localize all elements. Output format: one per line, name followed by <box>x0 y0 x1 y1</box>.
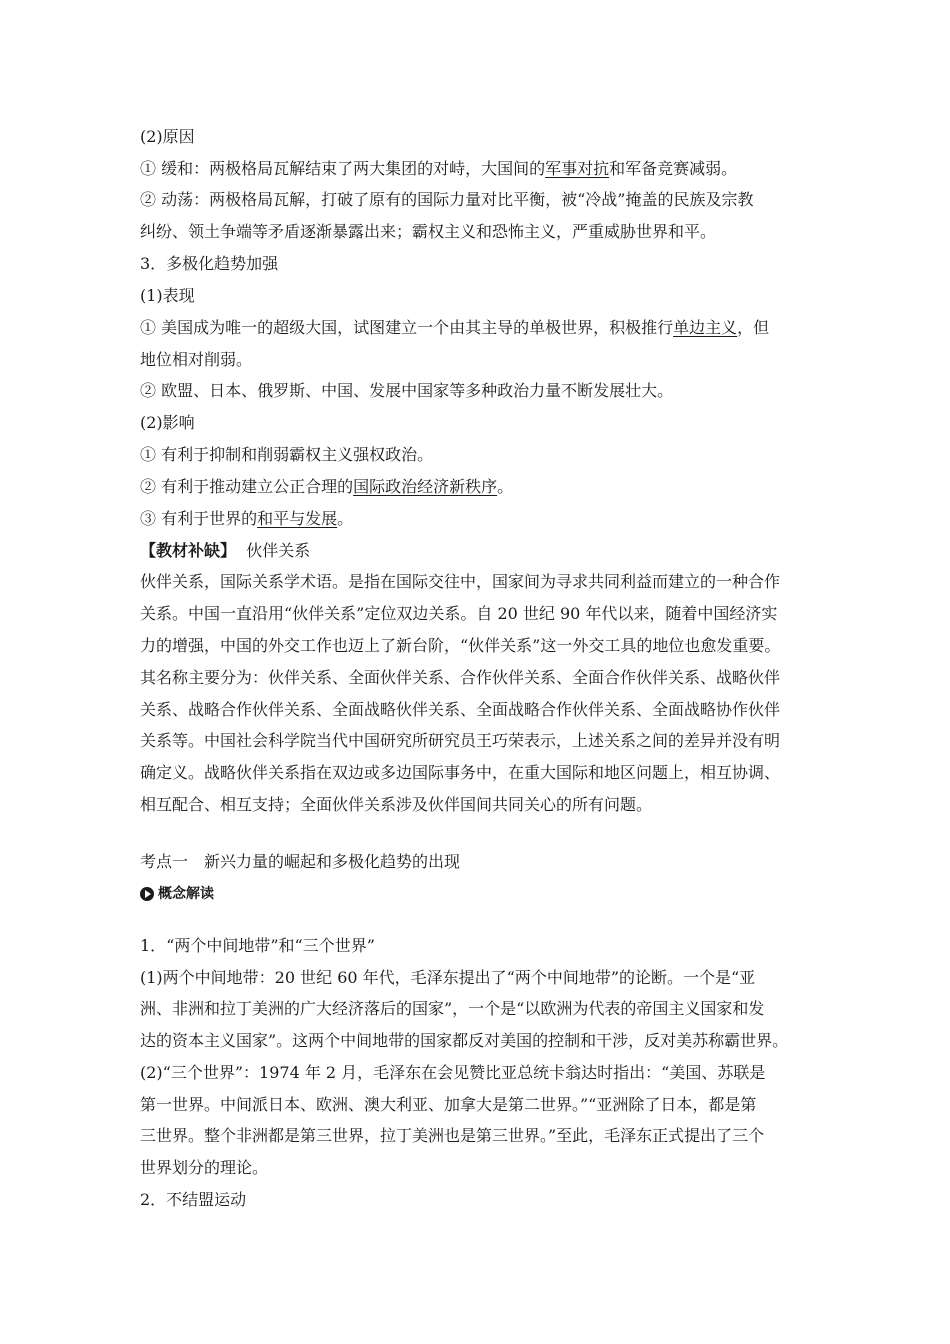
supplement-line: 关系。中国一直沿用“伙伴关系”定位双边关系。自 20 世纪 90 年代以来，随着中国经济实 <box>140 604 778 623</box>
impact-item-3: ③ 有利于世界的和平与发展。 <box>140 509 354 528</box>
supplement-line: 其名称主要分为：伙伴关系、全面伙伴关系、合作伙伴关系、全面合作伙伴关系、战略伙伴 <box>140 668 781 687</box>
body-line: 世界划分的理论。 <box>140 1158 269 1177</box>
body-line: 达的资本主义国家”。这两个中间地带的国家都反对美国的控制和干涉，反对美苏称霸世界。 <box>140 1031 789 1050</box>
underlined-term: 单边主义 <box>673 318 738 337</box>
section-heading: 2．不结盟运动 <box>140 1190 247 1209</box>
body-line: 第一世界。中间派日本、欧洲、澳大利亚、加拿大是第二世界。”“亚洲除了日本，都是第 <box>140 1095 757 1114</box>
supplement-line: 伙伴关系，国际关系学术语。是指在国际交往中，国家间为寻求共同利益而建立的一种合作 <box>140 572 781 591</box>
supplement-line: 确定义。战略伙伴关系指在双边或多边国际事务中，在重大国际和地区问题上，相互协调、 <box>140 763 781 782</box>
supplement-title: 伙伴关系 <box>246 541 311 560</box>
section-heading: 1．“两个中间地带”和“三个世界” <box>140 936 375 955</box>
body-line: 三世界。整个非洲都是第三世界，拉丁美洲也是第三世界。”至此，毛泽东正式提出了三个 <box>140 1126 765 1145</box>
impact-heading: (2)影响 <box>140 413 195 432</box>
body-line: 洲、非洲和拉丁美洲的广大经济落后的国家”，一个是“以欧洲为代表的帝国主义国家和发 <box>140 999 765 1018</box>
impact-item-2: ② 有利于推动建立公正合理的国际政治经济新秩序。 <box>140 477 514 496</box>
kaodian-title: 考点一 新兴力量的崛起和多极化趋势的出现 <box>140 852 461 871</box>
supplement-line: 相互配合、相互支持；全面伙伴关系涉及伙伴国间共同关心的所有问题。 <box>140 795 653 814</box>
supplement-tag: 【教材补缺】 <box>140 541 237 560</box>
underlined-term: 国际政治经济新秩序 <box>353 477 498 496</box>
performance-heading: (1)表现 <box>140 286 195 305</box>
cause-heading: (2)原因 <box>140 127 195 146</box>
underlined-term: 和平与发展 <box>257 509 338 528</box>
cause-unrest-line-2: 纠纷、领土争端等矛盾逐渐暴露出来；霸权主义和恐怖主义，严重威胁世界和平。 <box>140 222 717 241</box>
concept-label: 概念解读 <box>140 884 214 904</box>
cause-ease-line: ① 缓和：两极格局瓦解结束了两大集团的对峙，大国间的军事对抗和军备竞赛减弱。 <box>140 159 738 178</box>
performance-item-2: ② 欧盟、日本、俄罗斯、中国、发展中国家等多种政治力量不断发展壮大。 <box>140 381 674 400</box>
supplement-line: 力的增强，中国的外交工作也迈上了新台阶，“伙伴关系”这一外交工具的地位也愈发重要。 <box>140 636 781 655</box>
body-line: (1)两个中间地带：20 世纪 60 年代，毛泽东提出了“两个中间地带”的论断。一个是“亚 <box>140 968 756 987</box>
performance-item-1: ① 美国成为唯一的超级大国，试图建立一个由其主导的单极世界，积极推行单边主义，但 <box>140 318 770 337</box>
cause-unrest-line-1: ② 动荡：两极格局瓦解，打破了原有的国际力量对比平衡，被“冷战”掩盖的民族及宗教 <box>140 190 754 209</box>
play-circle-icon <box>140 887 154 901</box>
body-line: (2)“三个世界”：1974 年 2 月，毛泽东在会见赞比亚总统卡翁达时指出：“美国、苏联是 <box>140 1063 766 1082</box>
supplement-line: 关系等。中国社会科学院当代中国研究所研究员王巧荣表示，上述关系之间的差异并没有明 <box>140 731 781 750</box>
supplement-heading <box>140 541 310 561</box>
underlined-term: 军事对抗 <box>545 159 610 178</box>
impact-item-1: ① 有利于抑制和削弱霸权主义强权政治。 <box>140 445 434 464</box>
performance-item-1-cont: 地位相对削弱。 <box>140 350 253 369</box>
section-heading: 3．多极化趋势加强 <box>140 254 279 273</box>
supplement-line: 关系、战略合作伙伴关系、全面战略伙伴关系、全面战略合作伙伴关系、全面战略协作伙伴 <box>140 700 781 719</box>
